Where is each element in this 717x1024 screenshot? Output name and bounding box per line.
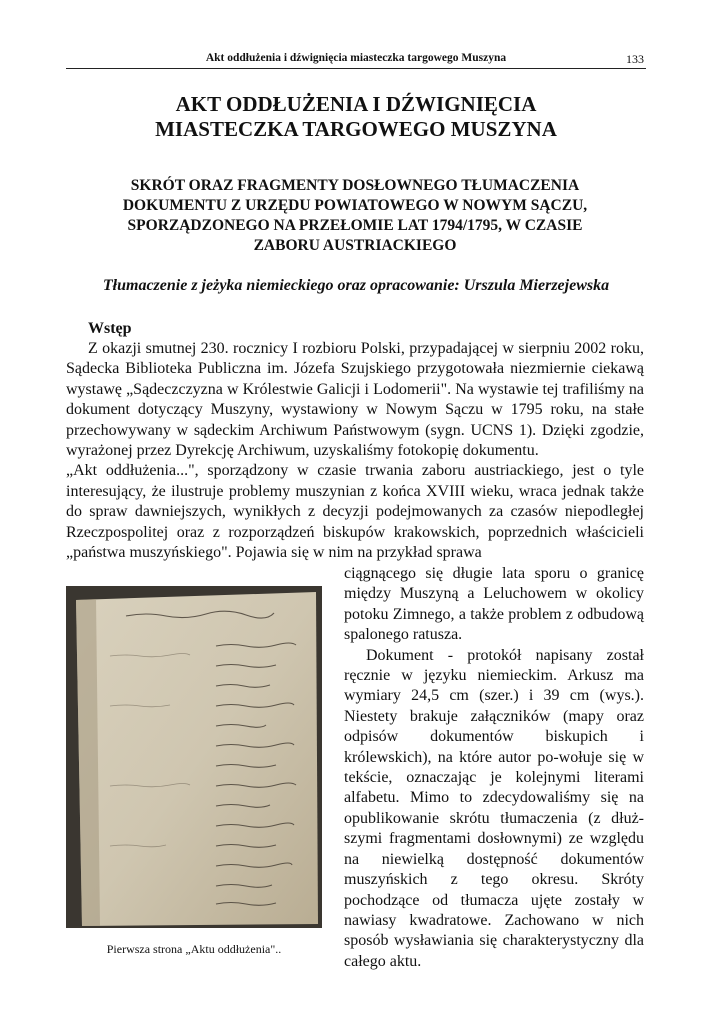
subtitle-line-2: DOKUMENTU Z URZĘDU POWIATOWEGO W NOWYM SĄCZU,: [122, 197, 588, 214]
page-number: 133: [626, 52, 644, 66]
subtitle-line-3: SPORZĄDZONEGO NA PRZEŁOMIE LAT 1794/1795, W CZASIE: [127, 217, 583, 234]
paragraph-document: Dokument - protokół napisany został ręcznie w języku niemieckim. Arkusz ma wymiary 24,5 cm (szer.) i 39 cm (wys.). Niestety brakuje załączników (mapy oraz odpisów dokumentów biskupich i królewskich), na które autor po-wołuje się w tekście, oznaczając je kolejnymi literami alfabetu. Mimo to zdecydowaliśmy się na opublikowanie skrótu tłumaczenia (z dłuż-szymi fragmentami dosłownymi) ze względu na niewielką dostępność dokumentów muszyńskich z tego okresu. Skróty pochodzące od tłumacza ujęte zostały w nawiasy kwadratowe. Zachowano w nich sposób wysławiania się charakterystyczny dla całego aktu.: [344, 646, 644, 970]
figure-caption: Pierwsza strona „Aktu oddłużenia"..: [106, 942, 282, 956]
running-head: [66, 52, 646, 69]
manuscript-image: [66, 586, 322, 928]
translator-credit: Tłumaczenie z jeżyka niemieckiego oraz opracowanie: Urszula Mierzejewska: [102, 277, 610, 294]
body-text-full-width: [66, 339, 644, 563]
running-head-title: Akt oddłużenia i dźwignięcia miasteczka targowego Muszyna: [205, 52, 507, 64]
page-title: [66, 92, 646, 142]
paragraph-act-continued: ciągnącego się długie lata sporu o granicę między Muszyną a Leluchowem w okolicy potoku Zimnego, a także problem z odbudową spalonego ratusza.: [344, 565, 644, 644]
title-line-1: AKT ODDŁUŻENIA I DŹWIGNIĘCIA: [175, 92, 537, 116]
document-photo: [66, 586, 322, 928]
paragraph-intro: Z okazji smutnej 230. rocznicy I rozbioru Polski, przypadającej w sierpniu 2002 roku, Sądecka Biblioteka Publiczna im. Józefa Szujskiego przygotowała niezmiernie ciekawą wystawę „Sądeczczyzna w Królestwie Galicji i Lodomerii". Na wystawie tej trafiliśmy na dokument dotyczący Muszyny, wystawiony w Nowym Sączu w 1795 roku, na stałe przechowywany w sądeckim Archiwum Państwowym (sygn. UCNS 1). Dzięki zgodzie, wyrażonej przez Dyrekcję Archiwum, uzyskaliśmy fotokopię dokumentu.: [66, 340, 644, 460]
title-line-2: MIASTECZKA TARGOWEGO MUSZYNA: [155, 117, 557, 141]
body-text-right-column: [344, 564, 644, 972]
subtitle-line-1: SKRÓT ORAZ FRAGMENTY DOSŁOWNEGO TŁUMACZENIA: [130, 177, 580, 194]
subtitle-line-4: ZABORU AUSTRIACKIEGO: [253, 237, 457, 254]
subtitle: [90, 176, 620, 256]
paragraph-act: „Akt oddłużenia...", sporządzony w czasie trwania zaboru austriackiego, jest o tyle interesujący, że ilustruje problemy muszynian z końca XVIII wieku, wraca jednak także do spraw dawniejszych, wynikłych z decyzji podejmowanych za czasów niepodległej Rzeczpospolitej oraz z rozporządzeń biskupów krakowskich, poprzednich właścicieli „państwa muszyńskiego". Pojawia się w nim na przykład sprawa: [66, 462, 644, 562]
section-heading: Wstęp: [88, 320, 132, 337]
